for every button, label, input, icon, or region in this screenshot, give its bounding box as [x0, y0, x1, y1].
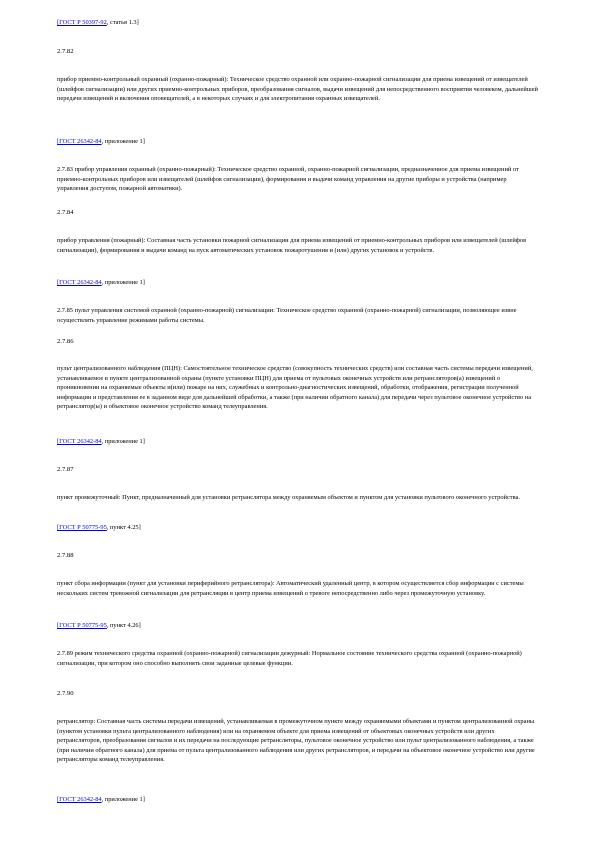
standard-link[interactable]: [ГОСТ 26342-84: [57, 138, 102, 145]
term-definition: 2.7.89 режим технического средства охранной (охранно-пожарной) сигнализации дежурный: Нормальное состояние технического средства охранной (охранно-пожарной) сигнализации, при котором оно способно выполнять свои заданные целевые функции.: [57, 650, 522, 667]
term-definition: 2.7.85 пульт управления системой охранной (охранно-пожарной) сигнализации: Техническое средство охранной (охранно-пожарной) сигнализации, позволяющее извне осуществлять управление режимами работы системы.: [57, 307, 517, 324]
reference-line: [57, 137, 539, 147]
reference-detail: , приложение 1]: [101, 279, 145, 286]
term-definition: пункт сбора информации (пункт для установки периферийного ретранслятора): Автоматический удаленный центр, в котором осуществляется сбор информации с системы нескольких систем тревожной сигнализации для ретрансляции в центр приема извещений о тревоге непосредственно либо через промежуточную установку.: [57, 580, 524, 597]
term-definition: прибор управления (пожарный): Составная часть установки пожарной сигнализации для приема извещений от приемно-контрольных приборов или извещателей (шлейфов сигнализации), формирования и выдачи команд на пуск автоматических установок пожаротушения и (или) других установок и устройств.: [57, 237, 527, 254]
reference-detail: , приложение 1]: [101, 438, 145, 445]
term-definition: пульт централизованного наблюдения (ПЦН): Самостоятельное техническое средство (совокупность технических средств) или составная часть системы передачи извещений, устанавливаемое в пункте централизованной охраны (пункте установки ПЦН) для приема от пультовых оконечных устройств или ретрансляторов(а) извещений о проникновении на охраняемые объекты и(или) пожаре на них, служебных и контрольно-диагностических извещений, обработки, отображения, регистрации полученной информации и представления ее в заданном виде для дальнейшей обработки, а также (при наличии обратного канала) для передачи через пультовое оконечное устройство на ретранслятор(ы) и объектовое оконечное устройство команд телеуправления.: [57, 365, 533, 411]
reference-line: [57, 523, 539, 533]
clause-number: 2.7.90: [57, 690, 74, 697]
reference-detail: , статья 1.3]: [106, 19, 139, 26]
standard-link[interactable]: [ГОСТ 26342-84: [57, 279, 102, 286]
standard-link[interactable]: [ГОСТ 26342-84: [57, 438, 102, 445]
clause-number: 2.7.84: [57, 209, 74, 216]
standard-link[interactable]: [ГОСТ Р 50397-92: [57, 19, 107, 26]
term-definition: прибор приемно-контрольный охранный (охранно-пожарный): Техническое средство охранной или охранно-пожарной сигнализации для приема извещений от извещателей (шлейфов сигнализации) или других приемно-контрольных приборов, преобразования сигналов, выдачи извещений для непосредственного восприятия человеком, дальнейшей передачи извещений и включения оповещателей, а в некоторых случаях и для электропитания охранных извещателей.: [57, 76, 538, 103]
reference-line: [57, 18, 539, 28]
term-definition: 2.7.83 прибор управления охранный (охранно-пожарный): Техническое средство охранной, охранно-пожарной сигнализации, предназначенное для приема извещений от приемно-контрольных приборов или извещателей (шлейфов сигнализации), формирования и выдачи команд управления на другие приборы и устройства (например управления доступом, пожарной автоматики).: [57, 166, 519, 193]
reference-detail: , пункт 4.26]: [106, 622, 141, 629]
clause-number: 2.7.86: [57, 338, 74, 345]
clause-number: 2.7.88: [57, 552, 74, 559]
standard-link[interactable]: [ГОСТ Р 50775-95: [57, 524, 107, 531]
clause-number: 2.7.87: [57, 466, 74, 473]
reference-line: [57, 437, 539, 447]
reference-line: [57, 795, 539, 805]
reference-line: [57, 621, 539, 631]
standard-link[interactable]: [ГОСТ Р 50775-95: [57, 622, 107, 629]
reference-line: [57, 278, 539, 288]
reference-detail: , приложение 1]: [101, 138, 145, 145]
term-definition: ретранслятор: Составная часть системы передачи извещений, устанавливаемая в промежуточном пункте между охраняемыми объектами и пунктом централизованной охраны (пунктом установки пульта централизованного наблюдения) или на охраняемом объекте для приема извещений от объектовых оконечных устройств или других ретрансляторов, преобразования сигналов и их передачи на последующие ретрансляторы, пультовое оконечное устройство или пульт централизованного наблюдения, а также (при наличии обратного канала) для приема от пульта централизованного наблюдения или других ретрансляторов, и передачи на объектовое оконечное устройство или другие ретрансляторы команд телеуправления.: [57, 718, 535, 764]
standard-link[interactable]: [ГОСТ 26342-84: [57, 796, 102, 803]
term-definition: пункт промежуточный: Пункт, предназначенный для установки ретранслятора между охраняемым объектом и пунктом для установки пультового оконечного устройства.: [57, 494, 520, 501]
reference-detail: , приложение 1]: [101, 796, 145, 803]
reference-detail: , пункт 4.25]: [106, 524, 141, 531]
clause-number: 2.7.82: [57, 48, 74, 55]
